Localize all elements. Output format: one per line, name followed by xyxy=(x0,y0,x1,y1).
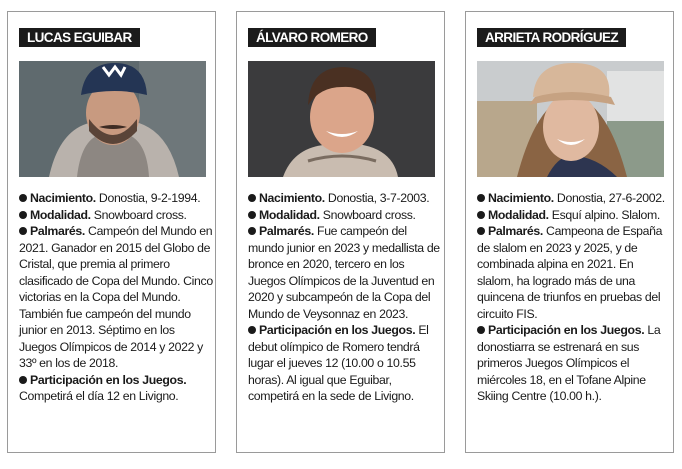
bullet-icon xyxy=(248,227,256,235)
bullet-icon xyxy=(19,194,27,202)
athlete-photo xyxy=(477,61,664,177)
bullet-icon xyxy=(248,194,256,202)
athlete-card-romero xyxy=(236,11,445,453)
athlete-details xyxy=(19,190,213,405)
athlete-photo xyxy=(19,61,206,177)
athlete-name: ARRIETA RODRÍGUEZ xyxy=(477,28,626,47)
bullet-icon xyxy=(477,194,485,202)
athlete-card-eguibar xyxy=(7,11,216,453)
detail-games: Participación en los Juegos. La donostiarra se estrenará en sus primeros Juegos Olímpicos el miércoles 18, en el Tofane Alpine Skiing Centre (10.00 h.). xyxy=(477,323,661,403)
detail-discipline: Modalidad. Snowboard cross. xyxy=(248,207,442,224)
athlete-card-rodriguez xyxy=(465,11,674,453)
athlete-details xyxy=(248,190,442,405)
athlete-name: ÁLVARO ROMERO xyxy=(248,28,376,47)
bullet-icon xyxy=(19,227,27,235)
athlete-details xyxy=(477,190,671,405)
bullet-icon xyxy=(19,211,27,219)
bullet-icon xyxy=(248,211,256,219)
detail-discipline: Modalidad. Esquí alpino. Slalom. xyxy=(477,207,671,224)
athlete-name: LUCAS EGUIBAR xyxy=(19,28,140,47)
bullet-icon xyxy=(477,211,485,219)
bullet-icon xyxy=(19,376,27,384)
detail-birth: Nacimiento. Donostia, 3-7-2003. xyxy=(248,190,442,207)
bullet-icon xyxy=(477,326,485,334)
bullet-icon xyxy=(248,326,256,334)
bullet-icon xyxy=(477,227,485,235)
detail-games: Participación en los Juegos. El debut olímpico de Romero tendrá lugar el jueves 12 (10.00 o 10.55 horas). Al igual que Eguibar, competirá en la sede de Livigno. xyxy=(248,323,429,403)
detail-games: Participación en los Juegos. Competirá el día 12 en Livigno. xyxy=(19,372,187,403)
detail-record: Palmarés. Campeona de España de slalom en 2023 y 2025, y de combinada alpina en 2021. En slalom, ha logrado más de una quincena de triunfos en pruebas del circuito FIS. xyxy=(477,224,663,321)
detail-birth: Nacimiento. Donostia, 27-6-2002. xyxy=(477,190,671,207)
athlete-photo xyxy=(248,61,435,177)
detail-record: Palmarés. Campeón del Mundo en 2021. Ganador en 2015 del Globo de Cristal, que premia al primero clasificado de Copa del Mundo. Cinco victorias en la Copa del Mundo. También fue campeón del mundo junior en 2013. Séptimo en los Juegos Olímpicos de 2014 y 2022 y 33º en los de 2018. xyxy=(19,224,213,370)
detail-discipline: Modalidad. Snowboard cross. xyxy=(19,207,213,224)
detail-record: Palmarés. Fue campeón del mundo junior en 2023 y medallista de bronce en 2020, tercero en los Juegos Olímpicos de la Juventud en 2020 y subcampeón de la Copa del Mundo de Veysonnaz en 2023. xyxy=(248,224,440,321)
detail-birth: Nacimiento. Donostia, 9-2-1994. xyxy=(19,190,213,207)
